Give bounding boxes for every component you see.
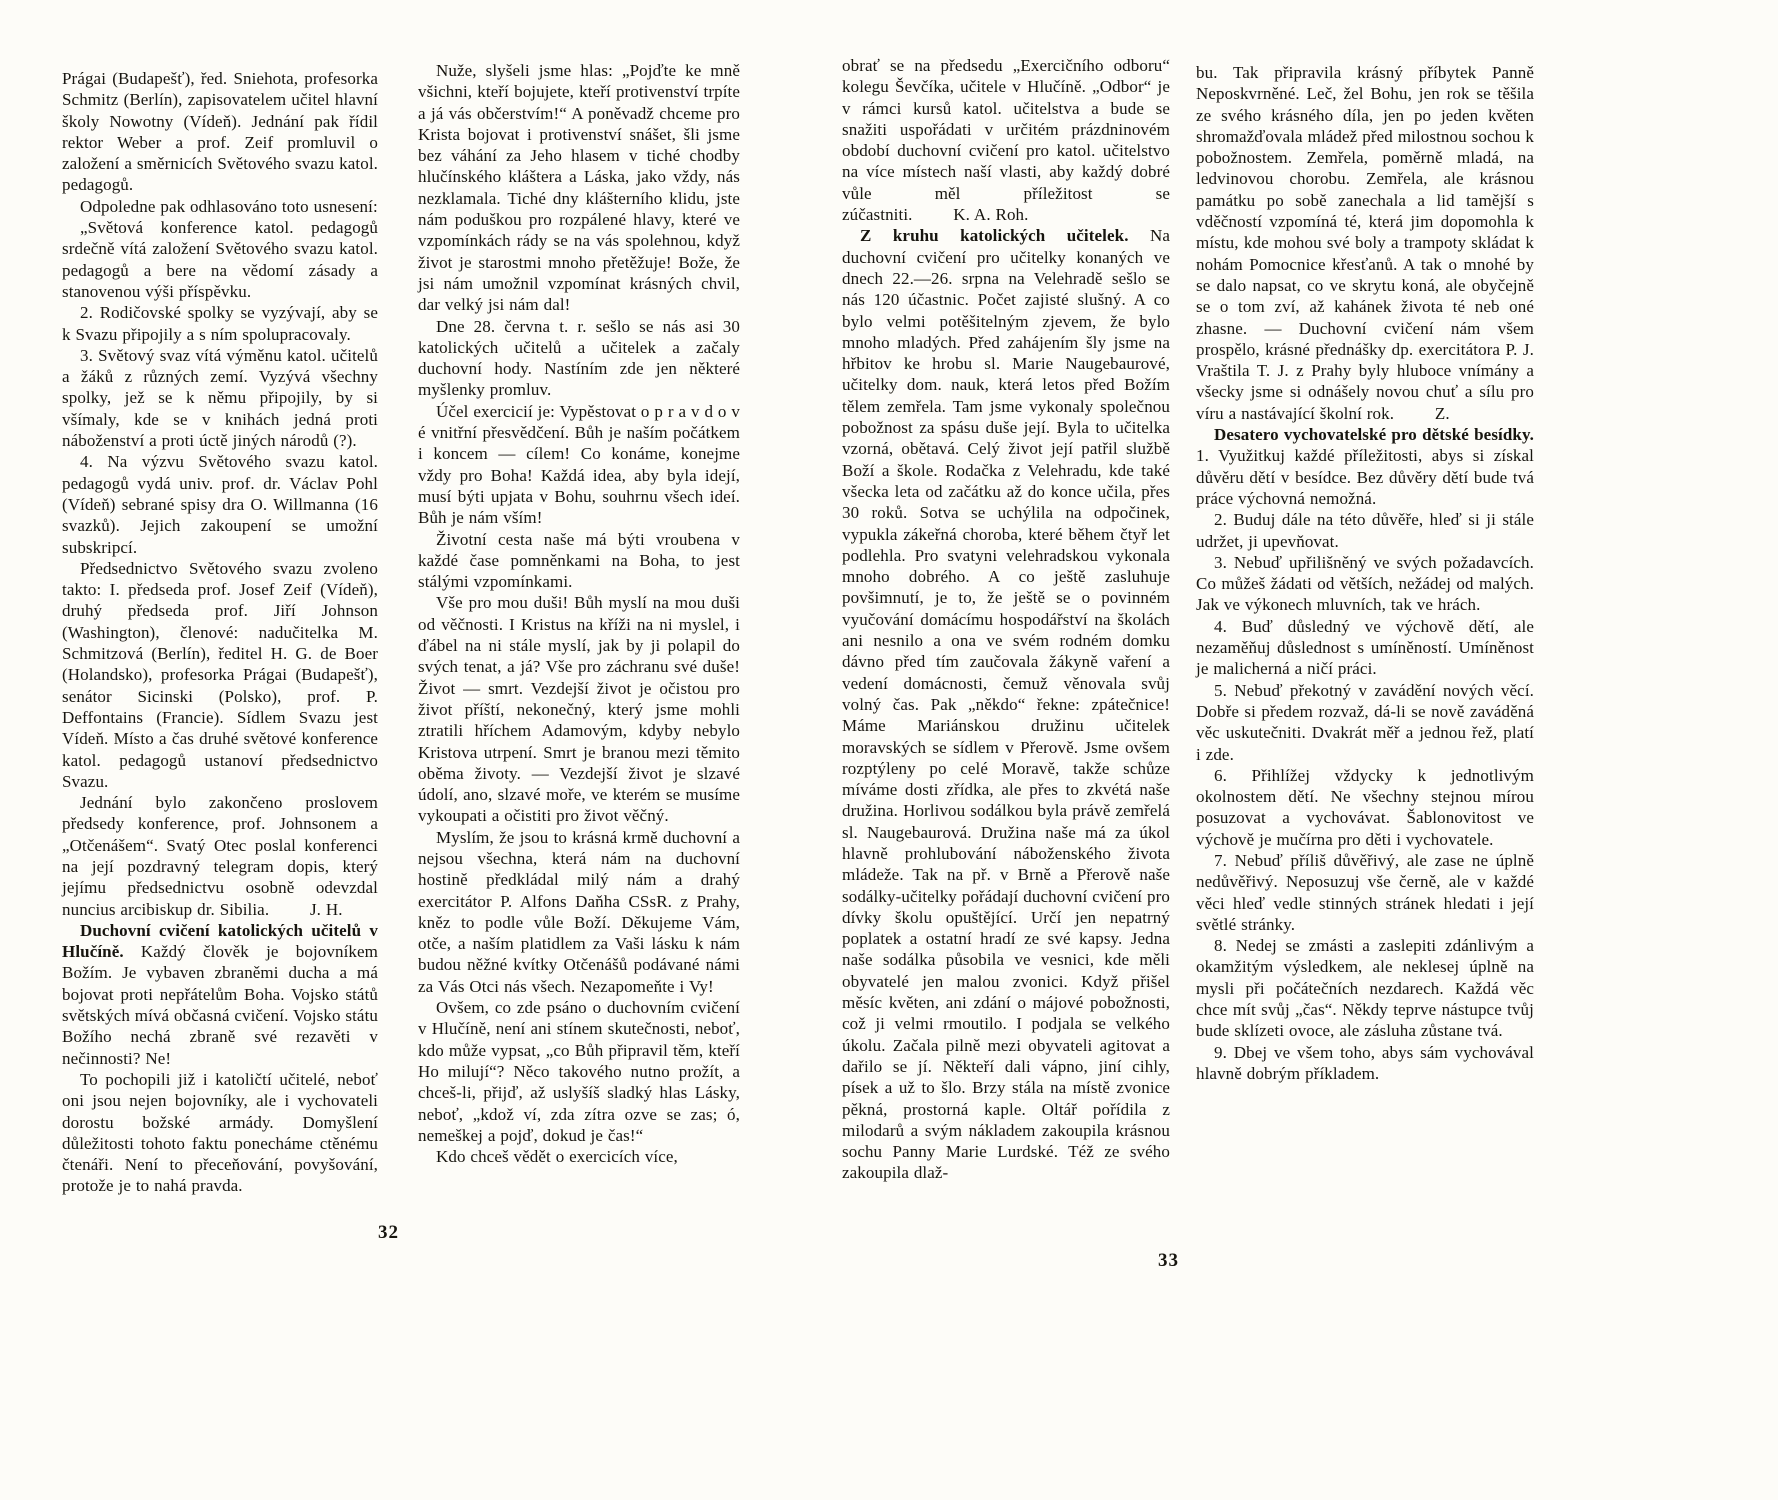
paragraph-lead: Z kruhu katolických učitelek.	[860, 226, 1150, 246]
author-initials: K. A. Roh.	[953, 205, 1029, 225]
paragraph: 3. Světový svaz vítá výměnu katol. učitelů a žáků z různých zemí. Vyzývá všechny spolky, jež se k němu připojily, by si všímaly, kde se v knihách jedná proti náboženství a proti úctě jiných národů (?).	[62, 345, 378, 451]
text-column-4	[1196, 62, 1534, 1084]
paragraph: 9. Dbej ve všem toho, abys sám vychovával hlavně dobrým příkladem.	[1196, 1042, 1534, 1083]
paragraph: Ovšem, co zde psáno o duchovním cvičení v Hlučíně, není ani stínem skutečnosti, neboť, kdo může vypsat, „co Bůh připravil těm, kteří Ho milují“? Něco takového nutno prožít, a chceš-li, přijď, až uslyšíš sladký hlas Lásky, neboť, „kdož ví, zda zítra ozve se zas; ó, nemeškej a pojď, dokud je čas!“	[418, 998, 740, 1145]
paragraph: Účel exercicií je: Vypěstovat o p r a v d o v é vnitřní přesvědčení. Bůh je naším počátkem i koncem — cílem! Co konáme, konejme vždy pro Boha! Každá idea, aby byla idejí, musí býti upjata v Bohu, souhrnu všech ideí. Bůh je nám vším!	[418, 401, 740, 528]
text-column-2	[418, 60, 740, 1167]
paragraph: Vše pro mou duši! Bůh myslí na mou duši od věčnosti. I Kristus na kříži na ni myslel, i ďábel na ni stále myslí, jak by ji polapil do svých tenat, a já? Vše pro záchranu své duše! Život — smrt. Vezdejší život je očistou pro život příští, nekonečný, který jsme mohli ztratili hříchem Adamovým, kdyby nebylo Kristova utrpení. Smrt je branou mezi těmito oběma životy. — Vezdejší život je slzavé údolí, ano, slzavé moře, ve kterém se musíme vykoupati a očistiti pro život věčný.	[418, 593, 740, 826]
paragraph: Z kruhu katolických učitelek. Na duchovní cvičení pro učitelky konaných ve dnech 22.—26. srpna na Velehradě sešlo se nás 120 účastnic. Počet zajisté slušný. A co bylo velmi potěšitelným zjevem, že bylo mnoho mladých. Před zahájením šly jsme na hřbitov ke hrobu sl. Marie Naugebaurové, učitelky dom. nauk, která letos před Božím tělem zemřela. Tam jsme vykonaly společnou pobožnost za spásu duše její. Byla to učitelka vzorná, obětavá. Celý život její patřil službě Boží a škole. Rodačka z Velehradu, kde také všecka leta od začátku až do konce učila, přes 30 roků. Sotva se uchýlila na odpočinek, vypukla zákeřná choroba, které během čtyř let podlehla. Pro svatyni velehradskou vykonala mnoho dobrého. A co ještě zasluhuje povšimnutí, je to, že ještě se o povinném vyučování domácímu hospodářství na školách ani nesnilo a ona ve svém rodném domku dávno před tím zaučovala žákyně vaření a vedení domácnosti, čemuž věnovala svůj volný čas. Pak „někdo“ řekne: zpátečnice! Máme Mariánskou družinu učitelek moravských se sídlem v Přerově. Jsme ovšem rozptýleny po celé Moravě, takže schůze míváme dosti zřídka, ale přes to zkvétá naše družina. Horlivou sodálkou byla právě zemřelá sl. Naugebaurová. Družina naše má za úkol hlavně prohlubování náboženského života mládeže. Tak na př. v Brně a Přerově naše sodálky-učitelky pořádají duchovní cvičení pro dívky školu opuštějící. Určí jen nepatrný poplatek a ostatní hradí ze své kapsy. Jedna naše sodálka působila ve vesnici, kde měli obyvatelé jen malou zvonici. Když přišel měsíc květen, ani zdání o májové pobožnosti, což ji velmi rmoutilo. I podjala se velkého úkolu. Začala pilně mezi obyvateli agitovat a dařilo se jí. Někteří dali vápno, jiní cihly, písek a už to šlo. Brzy stála na místě zvonice pěkná, prostorná kaple. Oltář pořídila z milodarů a svým nákladem zakoupila krásnou sochu Panny Marie Lurdské. Též ze svého zakoupila dlaž-	[842, 226, 1170, 1183]
paragraph: 5. Nebuď překotný v zavádění nových věcí. Dobře si předem rozvaž, dá-li se nově zaváděná věc uskutečniti. Dvakrát měř a jednou řež, platí i zde.	[1196, 680, 1534, 764]
paragraph: obrať se na předsedu „Exercičního odboru“ kolegu Ševčíka, učitele v Hlučíně. „Odbor“ je v rámci kursů katol. učitelstva a bude se snažiti uspořádati v určitém prázdninovém období duchovní cvičení pro katol. učitelstvo na více místech naší vlasti, aby každý dobré vůle měl příležitost se zúčastniti. K. A. Roh.	[842, 56, 1170, 225]
paragraph: 4. Na výzvu Světového svazu katol. pedagogů vydá univ. prof. dr. Václav Pohl (Vídeň) sebrané spisy dra O. Willmanna (16 svazků). Jejich zakoupení se umožní subskripcí.	[62, 452, 378, 557]
paragraph: Odpoledne pak odhlasováno toto usnesení:	[80, 196, 378, 216]
paragraph: 8. Nedej se zmásti a zaslepiti zdánlivým a okamžitým výsledkem, ale neklesej úplně na mysli při počátečních nezdarech. Každá věc chce mít svůj „čas“. Někdy teprve nástupce tvůj bude sklízeti ovoce, ale zásluha zůstane tvá.	[1196, 936, 1534, 1041]
paragraph: bu. Tak připravila krásný příbytek Panně Neposkvrněné. Leč, žel Bohu, jen rok se těšila ze svého krásného díla, jen po jeden květen shromažďovala mládež před milostnou sochou k pobožnostem. Zemřela, poměrně mladá, na ledvinovou chorobu. Zemřela, ale krásnou památku po sobě zanechala a lid tamější s vděčností vzpomíná té, která jim dopomohla k místu, kde mohou své boly a trampoty skládat k nohám Pomocnice křesťanů. A tak o mnohé by se dalo napsat, co ve skrytu koná, ale obyčejně se o tom zví, až kahánek života té neb oné zhasne. — Duchovní cvičení nám všem prospělo, krásné přednášky dp. exercitátora P. J. Vraštila T. J. z Prahy byly hluboce vnímány a všecky jsme si odnášely novou chuť a sílu pro víru a nastávající školní rok. Z.	[1196, 63, 1534, 423]
page-number-right: 33	[1158, 1250, 1179, 1271]
paragraph: Životní cesta naše má býti vroubena v každé čase pomněnkami na Boha, to jest stálými vzpomínkami.	[418, 529, 740, 592]
paragraph: Duchovní cvičení katolických učitelů v Hlučíně. Každý člověk je bojovníkem Božím. Je vybaven zbraněmi ducha a má bojovat proti nepřátelům Boha. Vojsko států světských mívá občasná cvičení. Vojsko státu Božího nechá zbraně své rezavěti v nečinnosti? Ne!	[62, 920, 378, 1068]
text-column-1	[62, 68, 378, 1197]
paragraph-lead: Desatero vychovatelské pro dětské besídky.	[1214, 425, 1534, 445]
paragraph: Dne 28. června t. r. sešlo se nás asi 30 katolických učitelů a učitelek a začaly duchovní hody. Nastíním zde jen některé myšlenky promluv.	[418, 316, 740, 400]
paragraph: 2. Buduj dále na této důvěře, hleď si ji stále udržet, ji upevňovat.	[1196, 510, 1534, 551]
paragraph: 4. Buď důsledný ve výchově dětí, ale nezaměňuj důslednost s umíněností. Umíněnost je malicherná a ničí práci.	[1196, 616, 1534, 679]
paragraph: „Světová konference katol. pedagogů srdečně vítá založení Světového svazu katol. pedagogů a bere na vědomí zásady a stanovenou výši příspěvku.	[62, 218, 378, 301]
paragraph: 6. Přihlížej vždycky k jednotlivým okolnostem dětí. Ne všechny stejnou mírou posuzovat a vychovávat. Šablonovitost ve výchově je mučírna pro děti i vychovatele.	[1196, 765, 1534, 849]
paragraph: Jednání bylo zakončeno proslovem předsedy konference, prof. Johnsonem a „Otčenášem“. Svatý Otec poslal konferenci na její pozdravný telegram dopis, který jejímu předsednictvu osobně odevzdal nuncius arcibiskup dr. Sibilia. J. H.	[62, 793, 378, 919]
paragraph: Nuže, slyšeli jsme hlas: „Pojďte ke mně všichni, kteří bojujete, kteří protivenství trpíte a já vás občerstvím!“ A poněvadž chceme pro Krista bojovat i protivenství snášet, šli jsme bez váhání za Jeho hlasem v tiché chodby hlučínského kláštera a Láska, jako vždy, nás nezklamala. Tiché dny klášterního klidu, jste nám poduškou pro rozpálené hlavy, které ve vzpomínkách rády se na vás spolehnou, když život je starostmi mnoho přetěžuje! Bože, že jsi nám umožnil vzpomínat krásných chvil, dar velký jsi nám dal!	[418, 61, 740, 315]
paragraph: Myslím, že jsou to krásná krmě duchovní a nejsou všechna, která nám na duchovní hostině předkládal milý nám a drahý exercitátor P. Alfons Daňha CSsR. z Prahy, kněz to podle vůle Boží. Děkujeme Vám, otče, a naším platidlem za Vaši lásku k nám budou něžné kvítky Otčenášů podávané námi za Vás Otci nás všech. Nezapomeňte i Vy!	[418, 827, 740, 996]
author-initials: J. H.	[309, 899, 343, 919]
author-initials: Z.	[1434, 403, 1450, 423]
paragraph-lead: Duchovní cvičení katolických učitelů v Hlučíně.	[62, 920, 378, 962]
paragraph: Kdo chceš vědět o exercicích více,	[436, 1147, 678, 1167]
page-number-left: 32	[378, 1222, 399, 1243]
paragraph: 3. Nebuď upřilišněný ve svých požadavcích. Co můžeš žádati od větších, nežádej od malých. Jak ve výkonech mluvních, tak ve hrách.	[1196, 552, 1534, 615]
paragraph: Prágai (Budapešť), řed. Sniehota, profesorka Schmitz (Berlín), zapisovatelem učitel hlavní školy Nowotny (Vídeň). Jednání pak řídil rektor Weber a prof. Zeif promluvil o založení a směrnicích Světového svazu katol. pedagogů.	[62, 69, 378, 195]
paragraph: 2. Rodičovské spolky se vyzývají, aby se k Svazu připojily a s ním spolupracovaly.	[62, 303, 378, 344]
text-column-3	[842, 55, 1170, 1184]
paragraph: 7. Nebuď příliš důvěřivý, ale zase ne úplně nedůvěřivý. Neposuzuj vše černě, ale v každé věci hleď vedle stinných stránek hledati i její světlé stránky.	[1196, 850, 1534, 934]
paragraph: Předsednictvo Světového svazu zvoleno takto: I. předseda prof. Josef Zeif (Vídeň), druhý předseda prof. Jiří Johnson (Washington), členové: nadučitelka M. Schmitzová (Berlín), ředitel H. G. de Boer (Holandsko), profesorka Prágai (Budapešť), senátor Sicinski (Polsko), prof. P. Deffontains (Francie). Sídlem Svazu jest Vídeň. Místo a čas druhé světové konference katol. pedagogů ustanoví předsednictvo Svazu.	[62, 558, 378, 791]
paragraph: To pochopili již i katoličtí učitelé, neboť oni jsou nejen bojovníky, ale i vychovateli dorostu božské armády. Domyšlení důležitosti tohoto faktu ponecháme ctěnému čtenáři. Není to přeceňování, povyšování, protože je to nahá pravda.	[62, 1069, 378, 1196]
paragraph: Desatero vychovatelské pro dětské besídky. 1. Využitkuj každé příležitosti, abys si získal důvěru dětí v besídce. Bez důvěry dětí bude tvá práce výchovná nemožná.	[1196, 425, 1534, 508]
